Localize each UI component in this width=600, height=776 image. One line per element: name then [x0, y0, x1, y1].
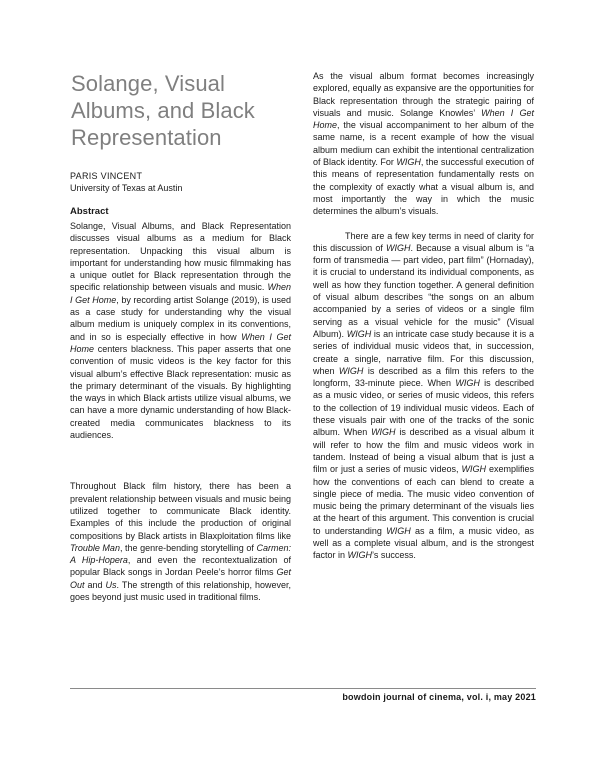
- footer-divider: [70, 688, 536, 689]
- title-line-2: Albums, and Black: [71, 98, 255, 123]
- body-paragraph-visual-album: As the visual album format becomes increasingly explored, equally as expansive are the opportunities for Black representation through the strategic pairing of visuals and music. Solange Knowles’ When I Get Home, the visual accompaniment to her album of the same name, is a recent example of how the visual album medium can exhibit the intentional centralization of Black identity. For WIGH, the successful execution of this means of representation fundamentally rests on the complexity of exactly what a visual album is, and most importantly the way in which the music determines the album’s visuals.: [313, 71, 534, 217]
- title-line-3: Representation: [71, 125, 222, 150]
- title-line-1: Solange, Visual: [71, 71, 225, 96]
- body-paragraph-key-terms: There are a few key terms in need of clarity for this discussion of WIGH. Because a visual album is “a form of transmedia — part video, part film” (Hornaday), it is crucial to understand its individual components, as well as how they function together. A general definition of visual album describes “the songs on an album accompanied by a series of videos or a single film serving as a visual vehicle for the music” (Visual Album). WIGH is an intricate case study because it is a series of individual music videos that, in succession, create a single, narrative film. For this discussion, when WIGH is described as a film this refers to the longform, 33-minute piece. When WIGH is described as a music video, or series of music videos, this refers to the collection of 19 individual music videos. Each of these visuals pair with one of the tracks of the sonic album. When WIGH is described as a visual album it will refer to how the film and music videos work in tandem. Instead of being a visual album that is just a film or just a series of music videos, WIGH exemplifies how the conventions of each can blend to create a single piece of media. The music video convention of music being the primary determinant of the visuals lies at the heart of this argument. This convention is crucial to understanding WIGH as a film, a music video, as well as a complete visual album, and is the strongest factor in WIGH’s success.: [313, 230, 534, 561]
- article-title: [71, 70, 291, 151]
- abstract-heading: Abstract: [70, 206, 109, 217]
- abstract-text: Solange, Visual Albums, and Black Representation discusses visual albums as a medium for Black representation. Unpacking this visual album is important for understanding how music filmmaking has a unique outlet for Black representation through the specific relationship between visuals and music. When I Get Home, by recording artist Solange (2019), is used as a case study for understanding why the visual album medium is uniquely complex in its conventions, and in so is especially effective in how When I Get Home centers blackness. This paper asserts that one convention of music videos is the key factor for this visual album’s effective Black representation: music as the primary determinant of the visuals. By highlighting the ways in which Black artists utilize visual albums, we can have a more dynamic understanding of how Black-created media communicates blackness to its audiences.: [70, 221, 292, 441]
- journal-footer: bowdoin journal of cinema, vol. i, may 2021: [342, 692, 536, 702]
- author-affiliation: University of Texas at Austin: [70, 183, 183, 193]
- author-name: PARIS VINCENT: [70, 171, 143, 181]
- left-column: [70, 70, 291, 603]
- body-paragraph-intro: Throughout Black film history, there has been a prevalent relationship between visuals and music being utilized together to communicate Black identity. Examples of this include the production of original compositions by Black artists in Blaxploitation films like Trouble Man, the genre-bending storytelling of Carmen: A Hip-Hopera, and even the recontextualization of popular Black songs in Jordan Peele’s horror films Get Out and Us. The strength of this relationship, however, goes beyond just music used in traditional films.: [70, 481, 291, 603]
- right-column: [313, 70, 534, 562]
